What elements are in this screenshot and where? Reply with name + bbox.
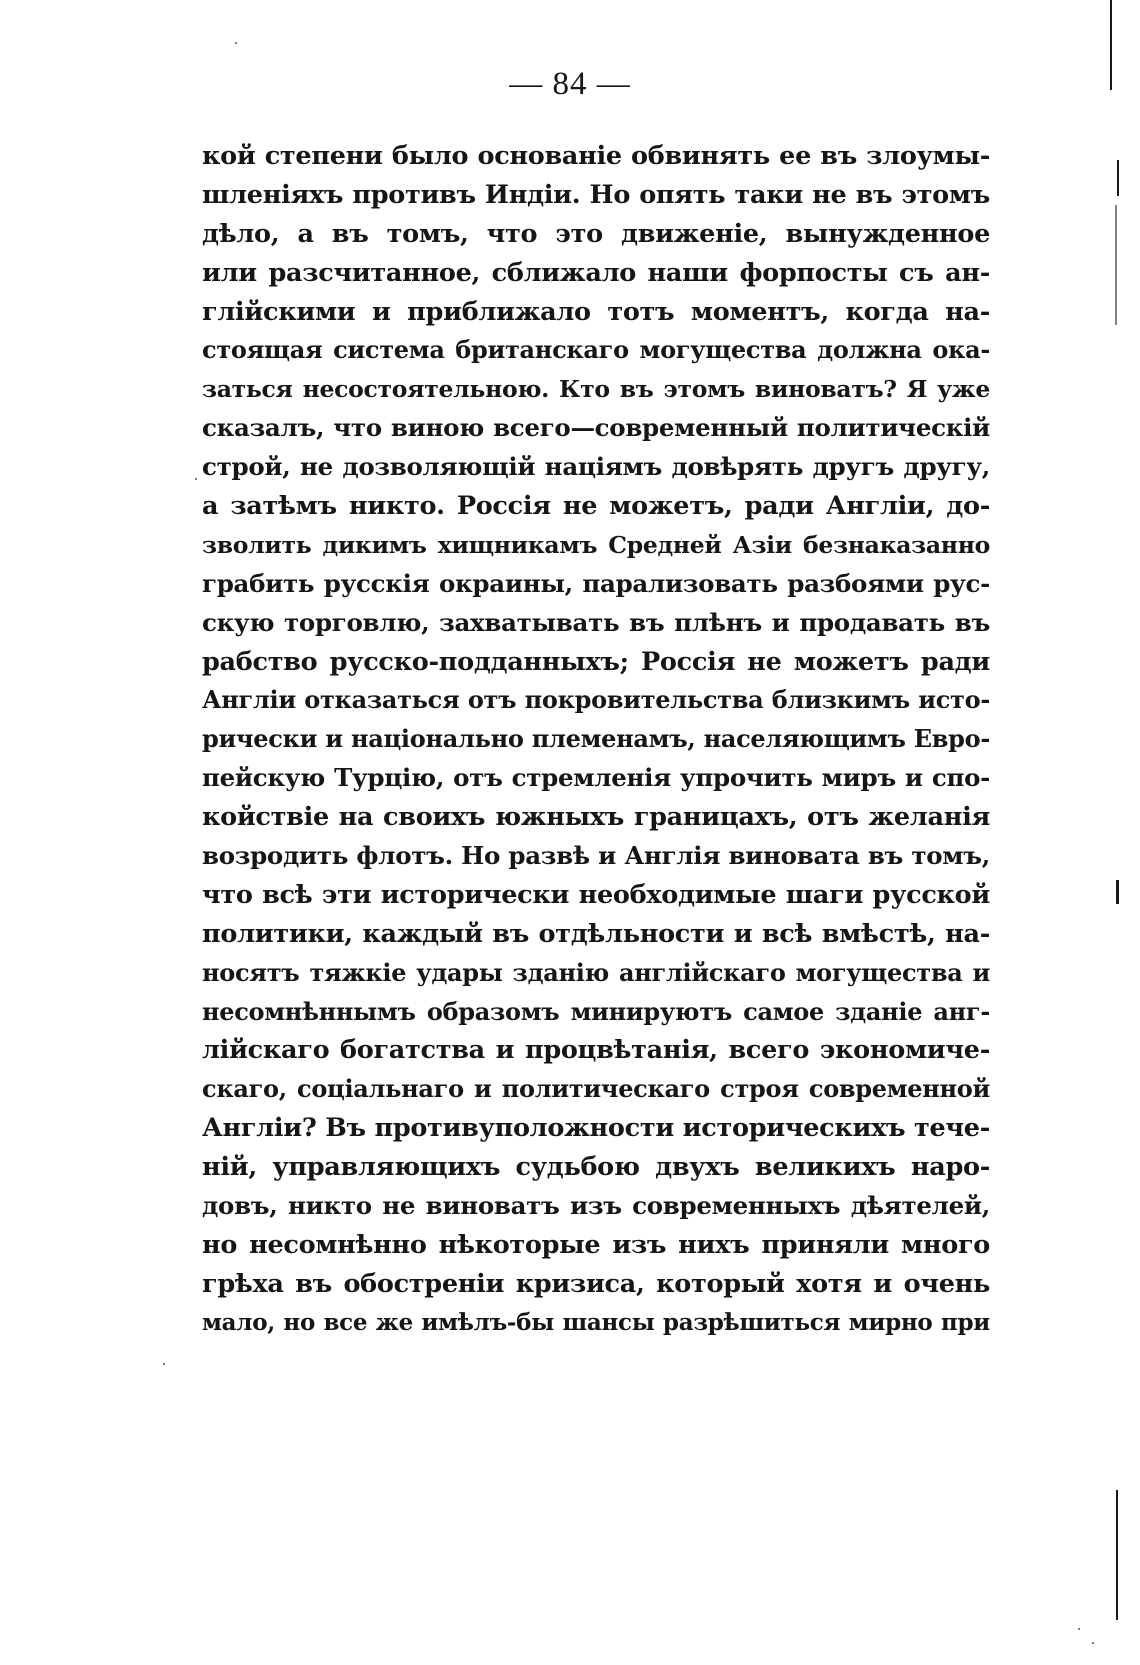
text-line: зволить дикимъ хищникамъ Средней Азіи безнаказанно	[202, 530, 990, 559]
scan-edge-mark	[1117, 160, 1119, 196]
scan-edge-mark	[1110, 0, 1112, 90]
page-number: — 84 —	[509, 66, 631, 102]
text-line: рабство русско-подданныхъ; Россія не можетъ ради	[202, 646, 990, 677]
text-line: глійскими и приближало тотъ моментъ, когда на-	[202, 296, 990, 327]
text-line: кой степени было основаніе обвинять ее въ злоумы-	[202, 141, 990, 171]
text-line: рически и національно племенамъ, населяющимъ Евро-	[202, 724, 990, 754]
text-line: строй, не дозволяющій націямъ довѣрять другъ другу,	[202, 452, 990, 482]
text-line: грѣха въ обостреніи кризиса, который хотя и очень	[202, 1268, 990, 1299]
scan-speck	[163, 1363, 165, 1365]
scan-edge-mark	[1115, 205, 1117, 325]
text-line: лійскаго богатства и процвѣтанія, всего экономиче-	[202, 1035, 990, 1066]
text-line: койствіе на своихъ южныхъ границахъ, отъ желанія	[202, 802, 990, 833]
text-line: шленіяхъ противъ Индіи. Но опять таки не въ этомъ	[202, 179, 990, 210]
text-line: несомнѣннымъ образомъ минируютъ самое зданіе анг-	[202, 996, 990, 1026]
scan-speck	[195, 478, 197, 480]
text-line: скую торговлю, захватывать въ плѣнъ и продавать въ	[202, 607, 990, 637]
text-line: возродить флотъ. Но развѣ и Англія виновата въ томъ,	[202, 841, 990, 871]
scan-speck	[1078, 1628, 1080, 1630]
text-line: грабить русскія окраины, парализовать разбоями рус-	[202, 568, 990, 598]
body-text	[202, 137, 990, 1343]
text-line: заться несостоятельною. Кто въ этомъ виноватъ? Я уже	[202, 375, 990, 404]
scan-edge-mark	[1116, 880, 1119, 904]
text-line: но несомнѣнно нѣкоторые изъ нихъ приняли много	[202, 1229, 990, 1260]
text-line: стоящая система британскаго могущества должна ока-	[202, 335, 990, 365]
text-line: пейскую Турцію, отъ стремленія упрочить миръ и спо-	[202, 763, 990, 793]
text-line: мало, но все же имѣлъ-бы шансы разрѣшиться мирно при	[202, 1308, 990, 1336]
text-line: дѣло, а въ томъ, что это движеніе, вынужденное	[202, 218, 990, 249]
text-line: или разсчитанное, сближало наши форпосты съ ан-	[202, 257, 990, 288]
scan-speck	[1092, 1642, 1094, 1644]
scan-edge-mark	[1116, 1490, 1118, 1620]
text-line: политики, каждый въ отдѣльности и всѣ вмѣстѣ, на-	[202, 918, 990, 949]
text-line: Англіи отказаться отъ покровительства близкимъ исто-	[202, 685, 990, 715]
text-line: довъ, никто не виноватъ изъ современныхъ дѣятелей,	[202, 1191, 990, 1221]
text-line: ній, управляющихъ судьбою двухъ великихъ наро-	[202, 1152, 990, 1183]
scan-speck	[235, 42, 237, 44]
text-line: что всѣ эти исторически необходимые шаги русской	[202, 879, 990, 910]
text-line: Англіи? Въ противуположности историческихъ тече-	[202, 1113, 990, 1144]
text-line: носятъ тяжкіе удары зданію англійскаго могущества и	[202, 957, 990, 987]
text-line: сказалъ, что виною всего—современный политическій	[202, 413, 990, 443]
text-line: а затѣмъ никто. Россія не можетъ, ради Англіи, до-	[202, 491, 990, 522]
text-line: скаго, соціальнаго и политическаго строя современной	[202, 1074, 990, 1104]
